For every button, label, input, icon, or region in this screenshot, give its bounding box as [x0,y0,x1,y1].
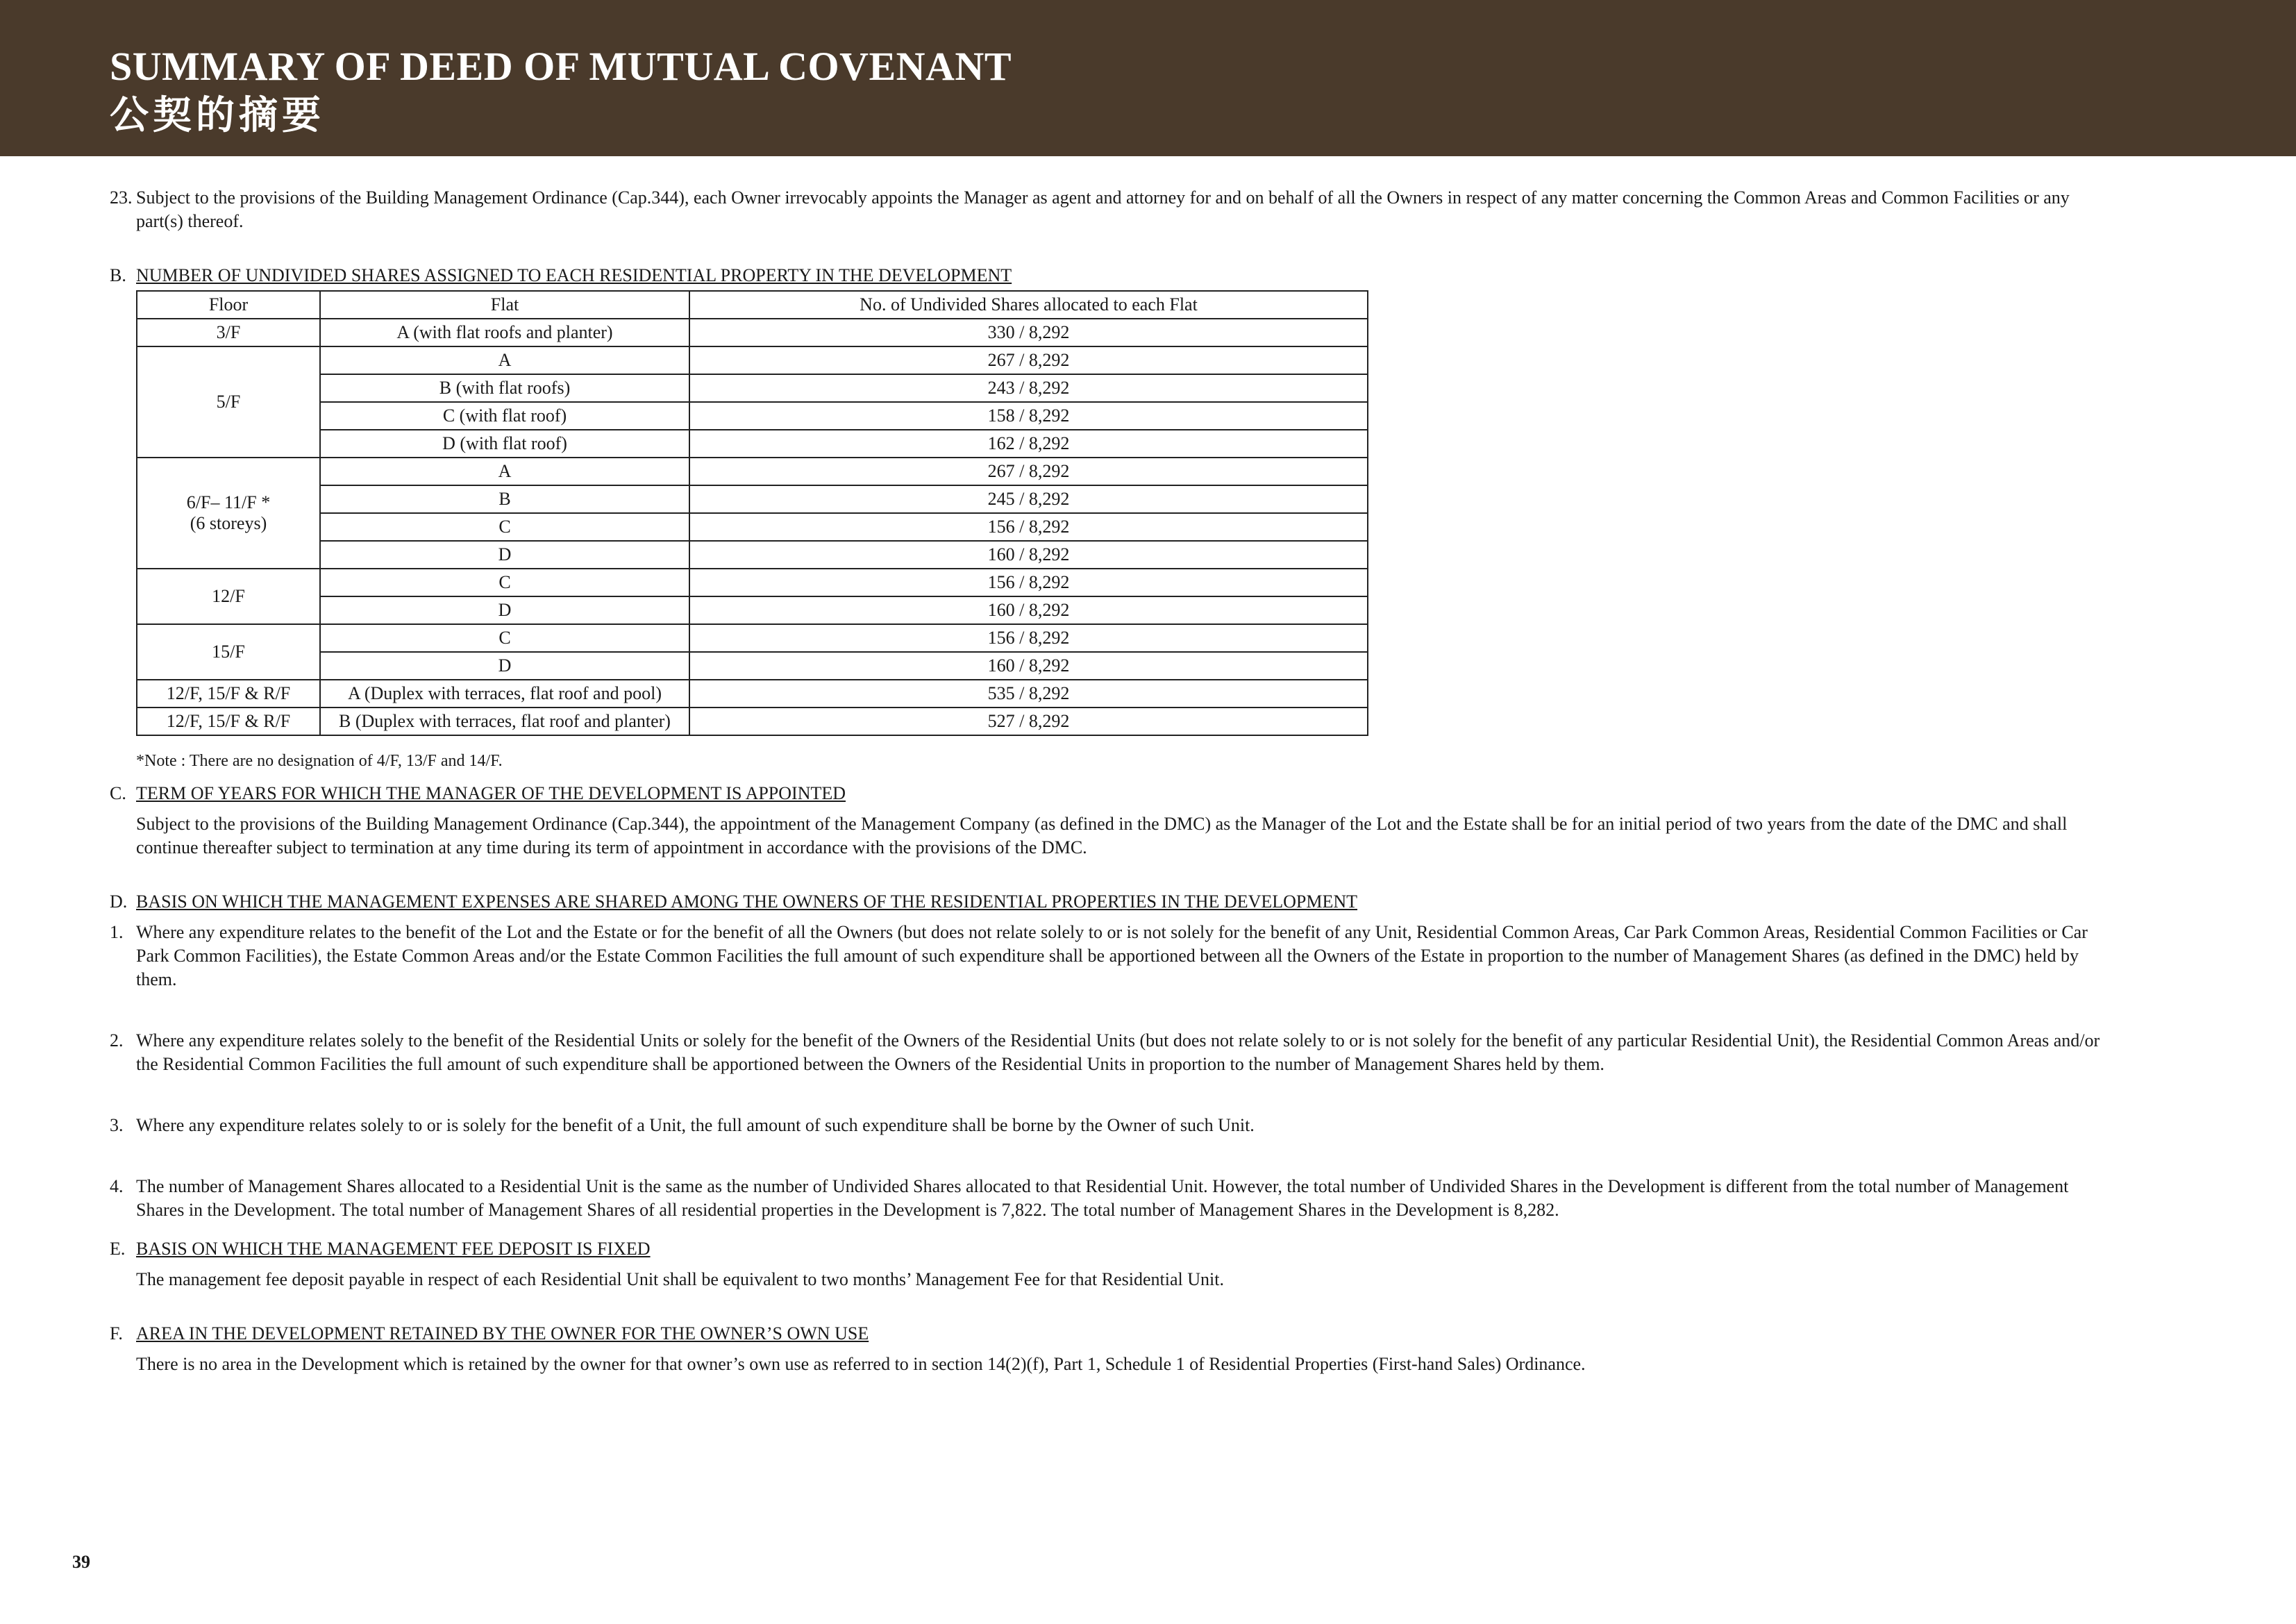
shares-cell: 245 / 8,292 [689,485,1368,513]
flat-cell: D [320,652,689,680]
section-e-heading [110,1237,2109,1261]
table-row [137,680,1368,708]
flat-cell: C [320,569,689,596]
section-title: TERM OF YEARS FOR WHICH THE MANAGER OF THE DEVELOPMENT IS APPOINTED [136,783,846,803]
list-item [110,1175,2109,1222]
table-row [137,346,1368,374]
flat-cell: C (with flat roof) [320,402,689,430]
section-d-heading [110,890,2109,914]
flat-cell: A (with flat roofs and planter) [320,319,689,346]
page-header [0,0,2296,156]
flat-cell: C [320,513,689,541]
title-chinese: 公契的摘要 [110,93,325,138]
shares-cell: 267 / 8,292 [689,458,1368,485]
flat-cell: D [320,541,689,569]
column-header: Flat [320,291,689,319]
shares-cell: 535 / 8,292 [689,680,1368,708]
shares-cell: 156 / 8,292 [689,513,1368,541]
floor-cell [137,458,320,569]
shares-cell: 158 / 8,292 [689,402,1368,430]
floor-cell [137,708,320,735]
floor-label: 6/F– 11/F * [186,492,271,512]
section-title: BASIS ON WHICH THE MANAGEMENT FEE DEPOSIT IS FIXED [136,1239,651,1259]
table-row [137,319,1368,346]
table-row [137,708,1368,735]
item-number: 4. [110,1176,124,1196]
shares-cell: 267 / 8,292 [689,346,1368,374]
table-row [137,596,1368,624]
table-row [137,402,1368,430]
item-text: Where any expenditure relates solely to or is solely for the benefit of a Unit, the full amount of such expenditure shall be borne by the Owner of such Unit. [136,1115,1255,1135]
table-row [137,458,1368,485]
table-row [137,513,1368,541]
page-number: 39 [72,1552,90,1572]
table-row [137,569,1368,596]
shares-cell: 156 / 8,292 [689,569,1368,596]
floor-cell [137,624,320,680]
title-english: SUMMARY OF DEED OF MUTUAL COVENANT [110,44,1012,89]
table-row [137,624,1368,652]
section-letter: F. [110,1323,123,1343]
floor-label: 12/F, 15/F & R/F [166,711,291,731]
flat-cell: D [320,596,689,624]
column-header: No. of Undivided Shares allocated to each Flat [689,291,1368,319]
section-f-heading [110,1322,2109,1346]
undivided-shares-table [136,290,1368,736]
section-title: AREA IN THE DEVELOPMENT RETAINED BY THE OWNER FOR THE OWNER’S OWN USE [136,1323,869,1343]
section-title: BASIS ON WHICH THE MANAGEMENT EXPENSES ARE SHARED AMONG THE OWNERS OF THE RESIDENTIAL PROPERTIES IN THE DEVELOPMENT [136,891,1358,912]
shares-cell: 243 / 8,292 [689,374,1368,402]
item-text: The number of Management Shares allocated to a Residential Unit is the same as the number of Undivided Shares allocated to that Residential Unit. However, the total number of Undivided Shares in the Development is different from the total number of Management Shares in the Development. The total number of Management Shares of all residential properties in the Development is 7,822. The total number of Management Shares in the Development is 8,282. [136,1176,2069,1220]
floor-label: 12/F [212,586,245,606]
flat-cell: A (Duplex with terraces, flat roof and pool) [320,680,689,708]
section-letter: B. [110,265,126,285]
item-number: 1. [110,922,124,942]
clause-text: Subject to the provisions of the Building Management Ordinance (Cap.344), each Owner irrevocably appoints the Manager as agent and attorney for and on behalf of all the Owners in respect of any matter concerning the Common Areas and Common Facilities or any part(s) thereof. [136,187,2070,231]
flat-cell: B (with flat roofs) [320,374,689,402]
table-header-row [137,291,1368,319]
floor-label: 15/F [212,642,245,662]
floor-cell [137,346,320,458]
table-row [137,374,1368,402]
table-note: *Note : There are no designation of 4/F, 13/F and 14/F. [136,752,503,770]
item-number: 3. [110,1115,124,1135]
document-body [110,186,2109,1376]
shares-cell: 527 / 8,292 [689,708,1368,735]
shares-cell: 330 / 8,292 [689,319,1368,346]
flat-cell: B [320,485,689,513]
list-item [110,1029,2109,1076]
table-row [137,652,1368,680]
shares-cell: 160 / 8,292 [689,541,1368,569]
item-number: 2. [110,1030,124,1050]
shares-cell: 162 / 8,292 [689,430,1368,458]
item-text: Where any expenditure relates to the benefit of the Lot and the Estate or for the benefit of all the Owners (but does not relate solely to or is not solely for the benefit of any Unit, Residential Common Areas, Car Park Common Areas, Residential Common Facilities or Car Park Common Facilities), the Estate Common Areas and/or the Estate Common Facilities the full amount of such expenditure shall be apportioned between all the Owners of the Estate in proportion to the number of Management Shares (as defined in the DMC) held by them. [136,922,2088,989]
floor-sublabel: (6 storeys) [190,513,267,533]
flat-cell: D (with flat roof) [320,430,689,458]
clause-number: 23. [110,187,133,208]
section-title: NUMBER OF UNDIVIDED SHARES ASSIGNED TO EACH RESIDENTIAL PROPERTY IN THE DEVELOPMENT [136,265,1012,285]
section-c-heading [110,782,2109,805]
flat-cell: C [320,624,689,652]
flat-cell: A [320,346,689,374]
floor-label: 5/F [216,392,241,412]
floor-label: 3/F [216,322,241,342]
table-row [137,541,1368,569]
shares-cell: 156 / 8,292 [689,624,1368,652]
shares-cell: 160 / 8,292 [689,596,1368,624]
floor-label: 12/F, 15/F & R/F [166,683,291,703]
flat-cell: B (Duplex with terraces, flat roof and planter) [320,708,689,735]
table-body [137,319,1368,735]
floor-cell [137,569,320,624]
section-c-body: Subject to the provisions of the Building Management Ordinance (Cap.344), the appointment of the Management Company (as defined in the DMC) as the Manager of the Lot and the Estate shall be for an initial period of two years from the date of the DMC and shall continue thereafter subject to termination at any time during its term of appointment in accordance with the provisions of the DMC. [136,814,2068,857]
section-letter: C. [110,783,126,803]
floor-cell [137,319,320,346]
section-letter: D. [110,891,128,912]
clause-23 [110,186,2109,233]
list-item [110,1114,2109,1137]
section-e-body: The management fee deposit payable in respect of each Residential Unit shall be equivalent to two months’ Management Fee for that Residential Unit. [136,1269,1224,1289]
table-row [137,485,1368,513]
column-header: Floor [137,291,320,319]
section-letter: E. [110,1239,126,1259]
table-row [137,430,1368,458]
list-item [110,921,2109,991]
flat-cell: A [320,458,689,485]
floor-cell [137,680,320,708]
shares-cell: 160 / 8,292 [689,652,1368,680]
section-f-body: There is no area in the Development which is retained by the owner for that owner’s own use as referred to in section 14(2)(f), Part 1, Schedule 1 of Residential Properties (First-hand Sales) Ordinance. [136,1354,1586,1374]
section-b-heading [110,264,2109,287]
item-text: Where any expenditure relates solely to the benefit of the Residential Units or solely for the benefit of the Owners of the Residential Units (but does not relate solely to or is not solely for the benefit of any particular Residential Unit), the Residential Common Areas and/or the Residential Common Facilities the full amount of such expenditure shall be apportioned between the Owners of the Residential Units in proportion to the number of Management Shares held by them. [136,1030,2100,1074]
